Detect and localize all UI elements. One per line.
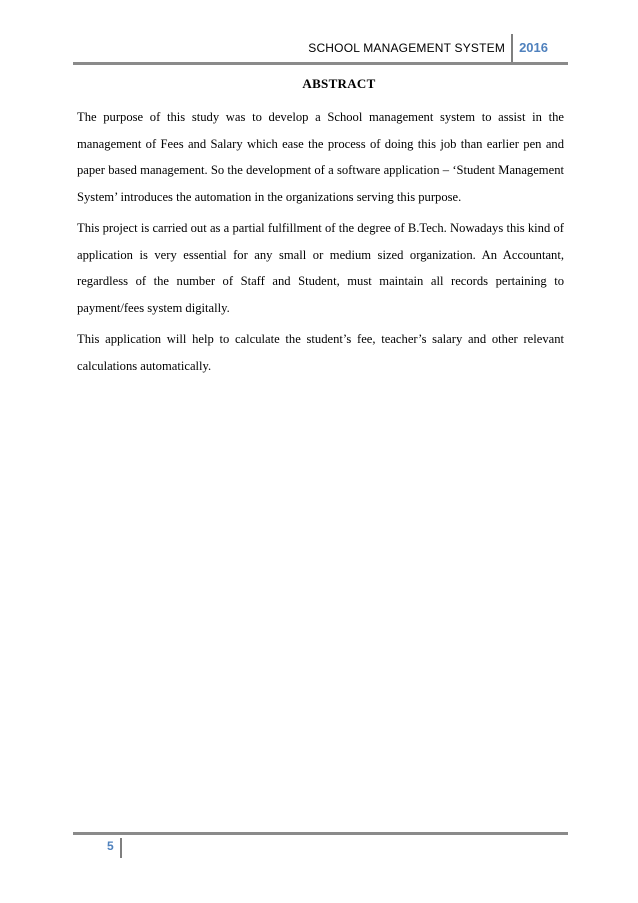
page-number: 5 (107, 839, 114, 853)
header-title: SCHOOL MANAGEMENT SYSTEM (308, 41, 506, 55)
abstract-paragraph-2: This project is carried out as a partial fulfillment of the degree of B.Tech. Nowadays this kind of application is very essential for any small or medium sized organization. An Accountant, regardless of the number of Staff and Student, must maintain all records pertaining to payment/fees system digitally. (77, 221, 564, 315)
footer-separator (120, 838, 122, 858)
abstract-paragraph-3: This application will help to calculate the student’s fee, teacher’s salary and other relevant calculations automatically. (77, 332, 564, 373)
abstract-heading: ABSTRACT (302, 76, 376, 91)
abstract-body (77, 104, 564, 384)
footer-rule (73, 832, 568, 835)
header-separator (511, 34, 513, 62)
page-footer (107, 838, 122, 858)
header-rule (73, 62, 568, 65)
header-year: 2016 (519, 40, 548, 55)
abstract-paragraph-1: The purpose of this study was to develop a School management system to assist in the management of Fees and Salary which ease the process of doing this job than earlier pen and paper based management. So the development of a software application – ‘Student Management System’ introduces the automation in the organizations serving this purpose. (77, 110, 564, 204)
